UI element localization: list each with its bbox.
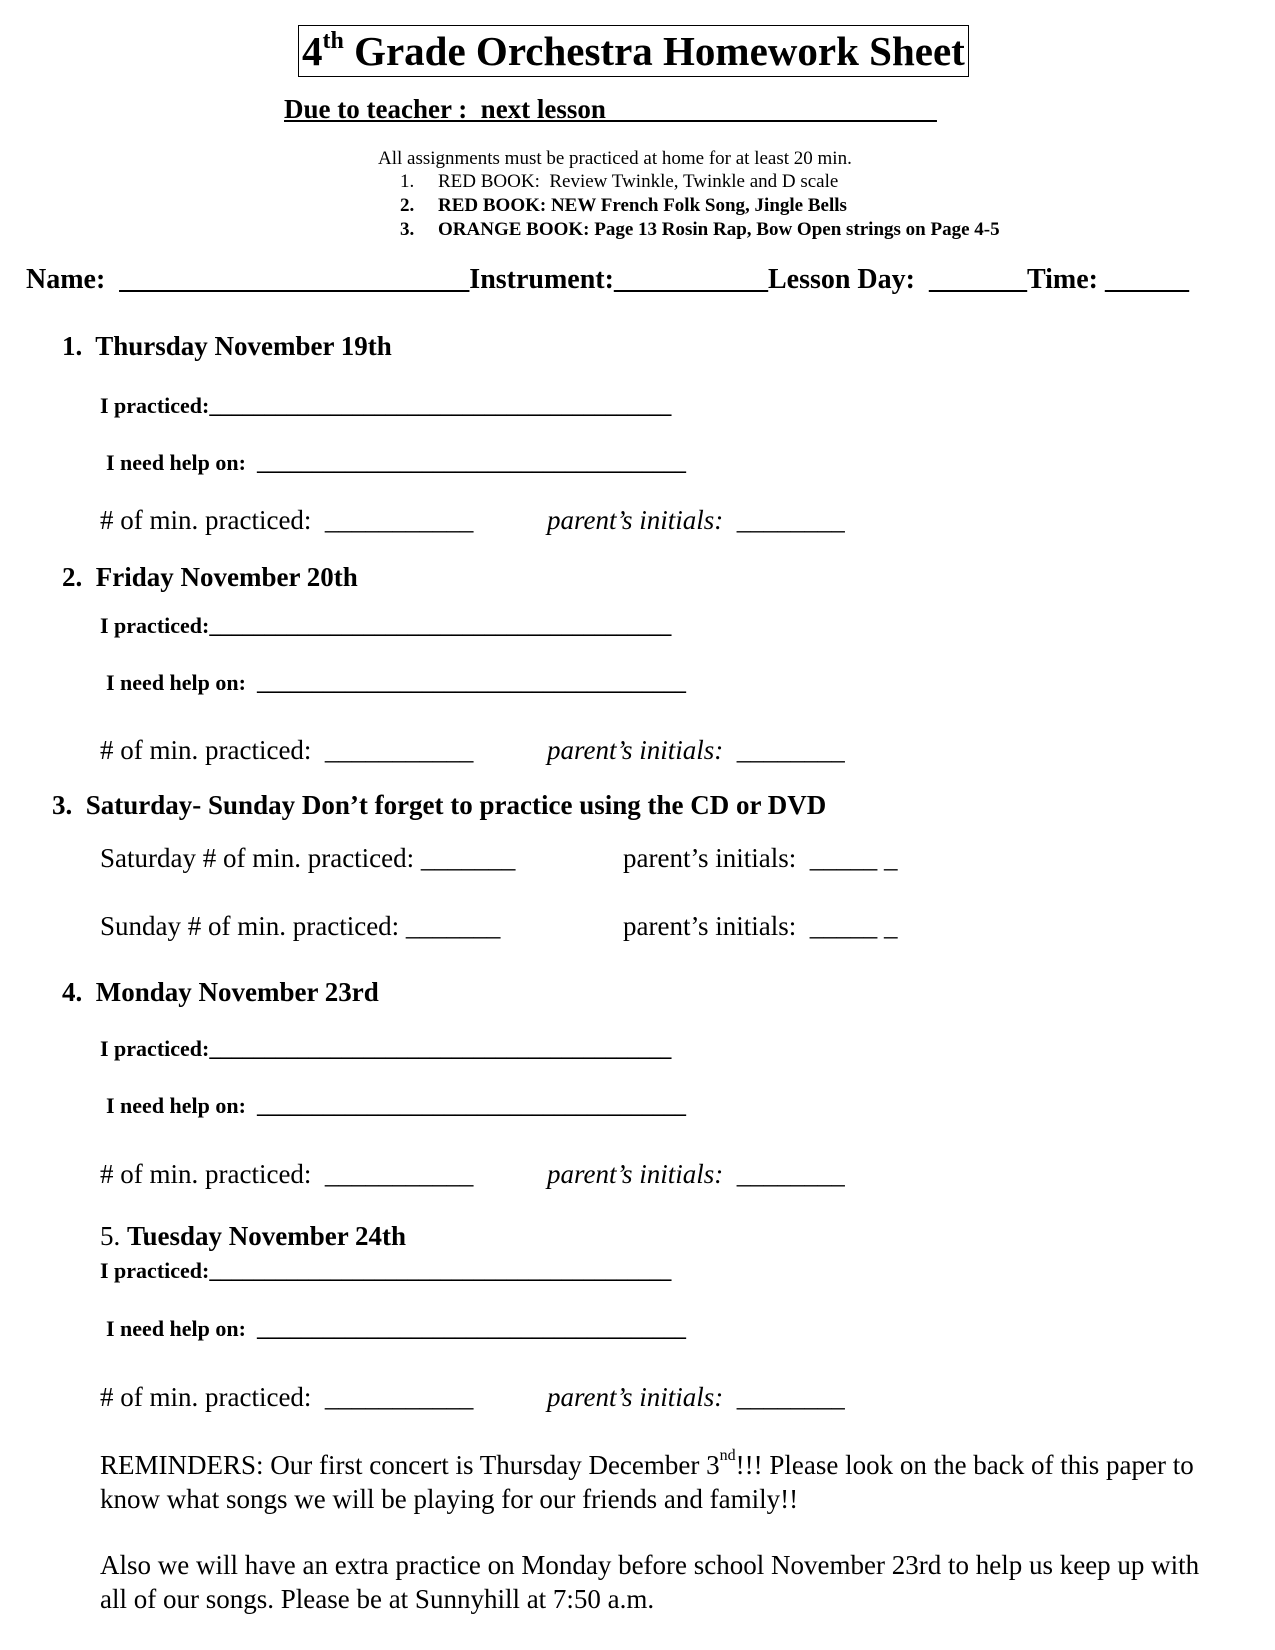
day-heading: 5. Tuesday November 24th [100,1221,407,1251]
help-field[interactable]: I need help on: _______________________________________ [106,450,686,475]
practiced-field[interactable]: I practiced:__________________________________________ [100,393,672,418]
day-heading: 2. Friday November 20th [62,562,358,592]
saturday-minutes-field[interactable]: Saturday # of min. practiced: _______ [100,843,516,873]
parent-initials-field[interactable]: parent’s initials: ________ [547,1159,845,1189]
assignment-text: ORANGE BOOK: Page 13 Rosin Rap, Bow Open strings on Page 4-5 [438,219,1000,240]
reminders-paragraph: REMINDERS: Our first concert is Thursday December 3nd!!! Please look on the back of this paper to know what songs we will be playing for our friends and family!! [100,1447,1194,1514]
assignment-number: 1. [400,171,415,192]
assignment-text: RED BOOK: NEW French Folk Song, Jingle Bells [438,195,847,216]
parent-initials-field[interactable]: parent’s initials: ________ [547,505,845,535]
name-instrument-row: Name: _________________________Instrument:___________Lesson Day: _______Time: ______ [26,264,1189,295]
parent-initials-field[interactable]: parent’s initials: _____ _ [623,843,898,873]
extra-practice-paragraph: Also we will have an extra practice on Monday before school November 23rd to help us keep up with all of our songs. Please be at Sunnyhill at 7:50 a.m. [100,1550,1200,1614]
day-heading: 1. Thursday November 19th [62,331,392,361]
assignment-text: RED BOOK: Review Twinkle, Twinkle and D scale [438,171,839,192]
minutes-field[interactable]: # of min. practiced: ___________ [100,1382,474,1412]
day-heading: 4. Monday November 23rd [62,977,379,1007]
minutes-field[interactable]: # of min. practiced: ___________ [100,1159,474,1189]
due-line: Due to teacher : next lesson ________________________ [284,94,937,124]
practiced-field[interactable]: I practiced:__________________________________________ [100,613,672,638]
assignment-number: 2. [400,195,415,216]
sunday-minutes-field[interactable]: Sunday # of min. practiced: _______ [100,911,501,941]
parent-initials-field[interactable]: parent’s initials: ________ [547,1382,845,1412]
instructions: All assignments must be practiced at home for at least 20 min. [378,148,852,169]
parent-initials-field[interactable]: parent’s initials: ________ [547,735,845,765]
minutes-field[interactable]: # of min. practiced: ___________ [100,505,474,535]
practiced-field[interactable]: I practiced:__________________________________________ [100,1036,672,1061]
help-field[interactable]: I need help on: _______________________________________ [106,670,686,695]
help-field[interactable]: I need help on: _______________________________________ [106,1316,686,1341]
assignment-number: 3. [400,219,415,240]
help-field[interactable]: I need help on: _______________________________________ [106,1093,686,1118]
minutes-field[interactable]: # of min. practiced: ___________ [100,735,474,765]
page-title: 4th Grade Orchestra Homework Sheet [298,25,969,77]
practiced-field[interactable]: I practiced:__________________________________________ [100,1258,672,1283]
parent-initials-field[interactable]: parent’s initials: _____ _ [623,911,898,941]
day-heading: 3. Saturday- Sunday Don’t forget to practice using the CD or DVD [52,790,827,820]
